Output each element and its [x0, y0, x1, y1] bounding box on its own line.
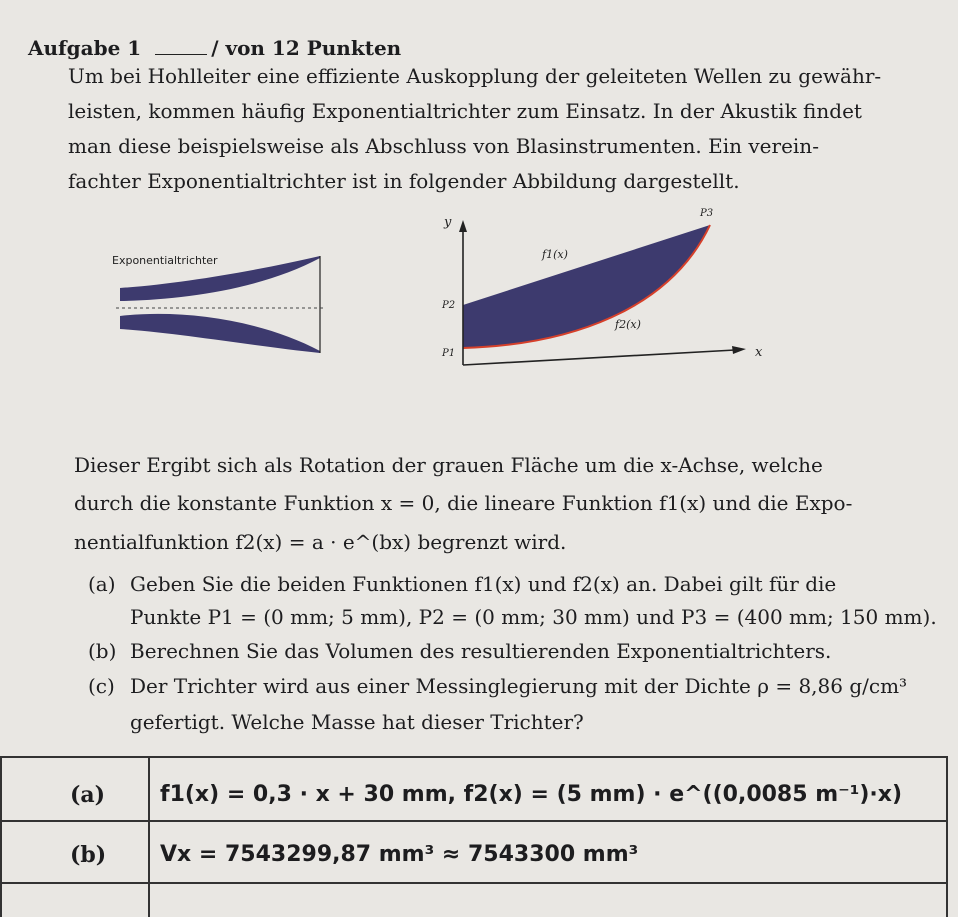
answer-table: [0, 756, 948, 917]
task-a-line-1: Geben Sie die beiden Funktionen f1(x) und f2(x) an. Dabei gilt für die: [130, 572, 837, 596]
task-c-line-2: gefertigt. Welche Masse hat dieser Trichter?: [130, 710, 584, 734]
task-header: [28, 36, 401, 60]
body-line-2: durch die konstante Funktion x = 0, die lineare Funktion f1(x) und die Expo-: [74, 491, 853, 515]
f1-label: f1(x): [542, 248, 568, 261]
function-graph: [430, 200, 780, 385]
task-c-label: (c): [88, 674, 115, 698]
horn-lower-wall: [120, 314, 320, 353]
answer-row-b: [0, 820, 948, 884]
points-blank: [155, 54, 207, 55]
horn-figure: [110, 240, 330, 365]
shaded-area: [463, 225, 710, 348]
answer-label-a: (a): [70, 782, 106, 808]
p2-label: P2: [442, 300, 456, 311]
task-a-line-2: Punkte P1 = (0 mm; 5 mm), P2 = (0 mm; 30 mm) und P3 = (400 mm; 150 mm).: [130, 605, 937, 629]
answer-value-b: Vx = 7543299,87 mm³ ≈ 7543300 mm³: [160, 842, 639, 867]
x-axis-arrow: [732, 346, 746, 354]
f2-label: f2(x): [615, 318, 641, 331]
task-b-label: (b): [88, 639, 117, 663]
y-axis-label: y: [444, 215, 452, 230]
x-axis-label: x: [755, 345, 763, 360]
answer-value-a: f1(x) = 0,3 · x + 30 mm, f2(x) = (5 mm) · e^((0,0085 m⁻¹)·x): [160, 782, 903, 807]
intro-line-3: man diese beispielsweise als Abschluss von Blasinstrumenten. Ein verein-: [68, 134, 819, 158]
task-a-label: (a): [88, 572, 116, 596]
y-axis-arrow: [459, 220, 467, 232]
answer-row-a: [0, 758, 948, 822]
task-b-line-1: Berechnen Sie das Volumen des resultierenden Exponentialtrichters.: [130, 639, 832, 663]
intro-line-4: fachter Exponentialtrichter ist in folgender Abbildung dargestellt.: [68, 169, 740, 193]
task-label: Aufgabe 1: [28, 36, 142, 60]
x-axis: [463, 350, 735, 365]
answer-label-b: (b): [70, 842, 107, 868]
task-c-line-1: Der Trichter wird aus einer Messinglegierung mit der Dichte ρ = 8,86 g/cm³: [130, 674, 908, 698]
p1-label: P1: [442, 348, 456, 359]
body-line-1: Dieser Ergibt sich als Rotation der grauen Fläche um die x-Achse, welche: [74, 453, 823, 477]
p3-label: P3: [700, 208, 714, 219]
intro-line-1: Um bei Hohlleiter eine effiziente Auskopplung der geleiteten Wellen zu gewähr-: [68, 64, 882, 88]
intro-line-2: leisten, kommen häufig Exponentialtrichter zum Einsatz. In der Akustik findet: [68, 99, 862, 123]
body-line-3: nentialfunktion f2(x) = a · e^(bx) begrenzt wird.: [74, 530, 567, 554]
points-label: / von 12 Punkten: [211, 36, 402, 60]
horn-figure-title: Exponentialtrichter: [112, 254, 218, 267]
